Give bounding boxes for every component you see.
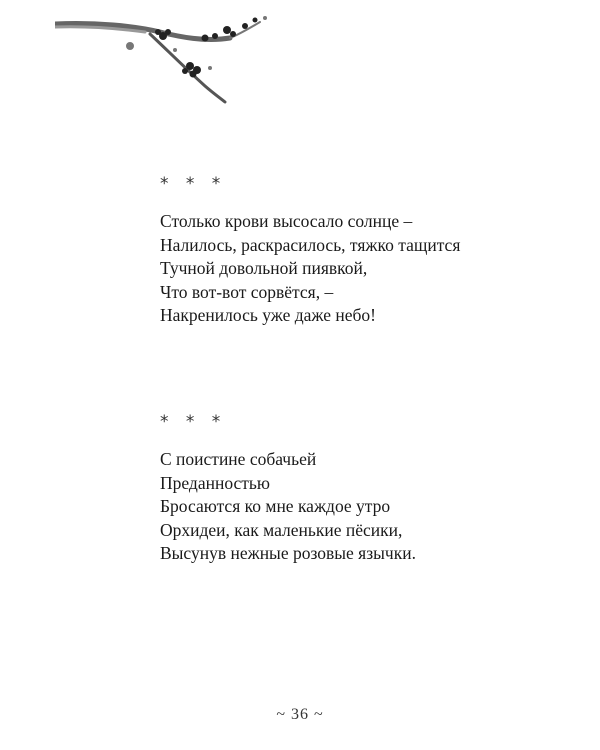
poem bbox=[160, 410, 416, 566]
blossom-branch-icon bbox=[55, 8, 285, 108]
poem-line: Что вот-вот сорвётся, – bbox=[160, 281, 334, 302]
poem-line: Столько крови высосало солнце – bbox=[160, 211, 413, 231]
poem-separator: * * * bbox=[160, 412, 227, 432]
poem-line: Высунув нежные розовые язычки. bbox=[160, 543, 416, 564]
poem-line: Накренилось уже даже небо! bbox=[160, 305, 377, 326]
poem-line: С поистине собачьей bbox=[160, 449, 317, 469]
poem-line: Бросаются ко мне каждое утро bbox=[160, 496, 391, 517]
poem-line: Орхидеи, как маленькие пёсики, bbox=[160, 519, 403, 540]
page-number: ~ 36 ~ bbox=[276, 706, 324, 723]
poem bbox=[160, 172, 460, 328]
poem-line: Тучной довольной пиявкой, bbox=[160, 258, 368, 279]
poem-line: Налилось, раскрасилось, тяжко тащится bbox=[160, 234, 461, 255]
poem-line: Преданностью bbox=[160, 472, 270, 493]
poem-separator: * * * bbox=[160, 174, 227, 194]
